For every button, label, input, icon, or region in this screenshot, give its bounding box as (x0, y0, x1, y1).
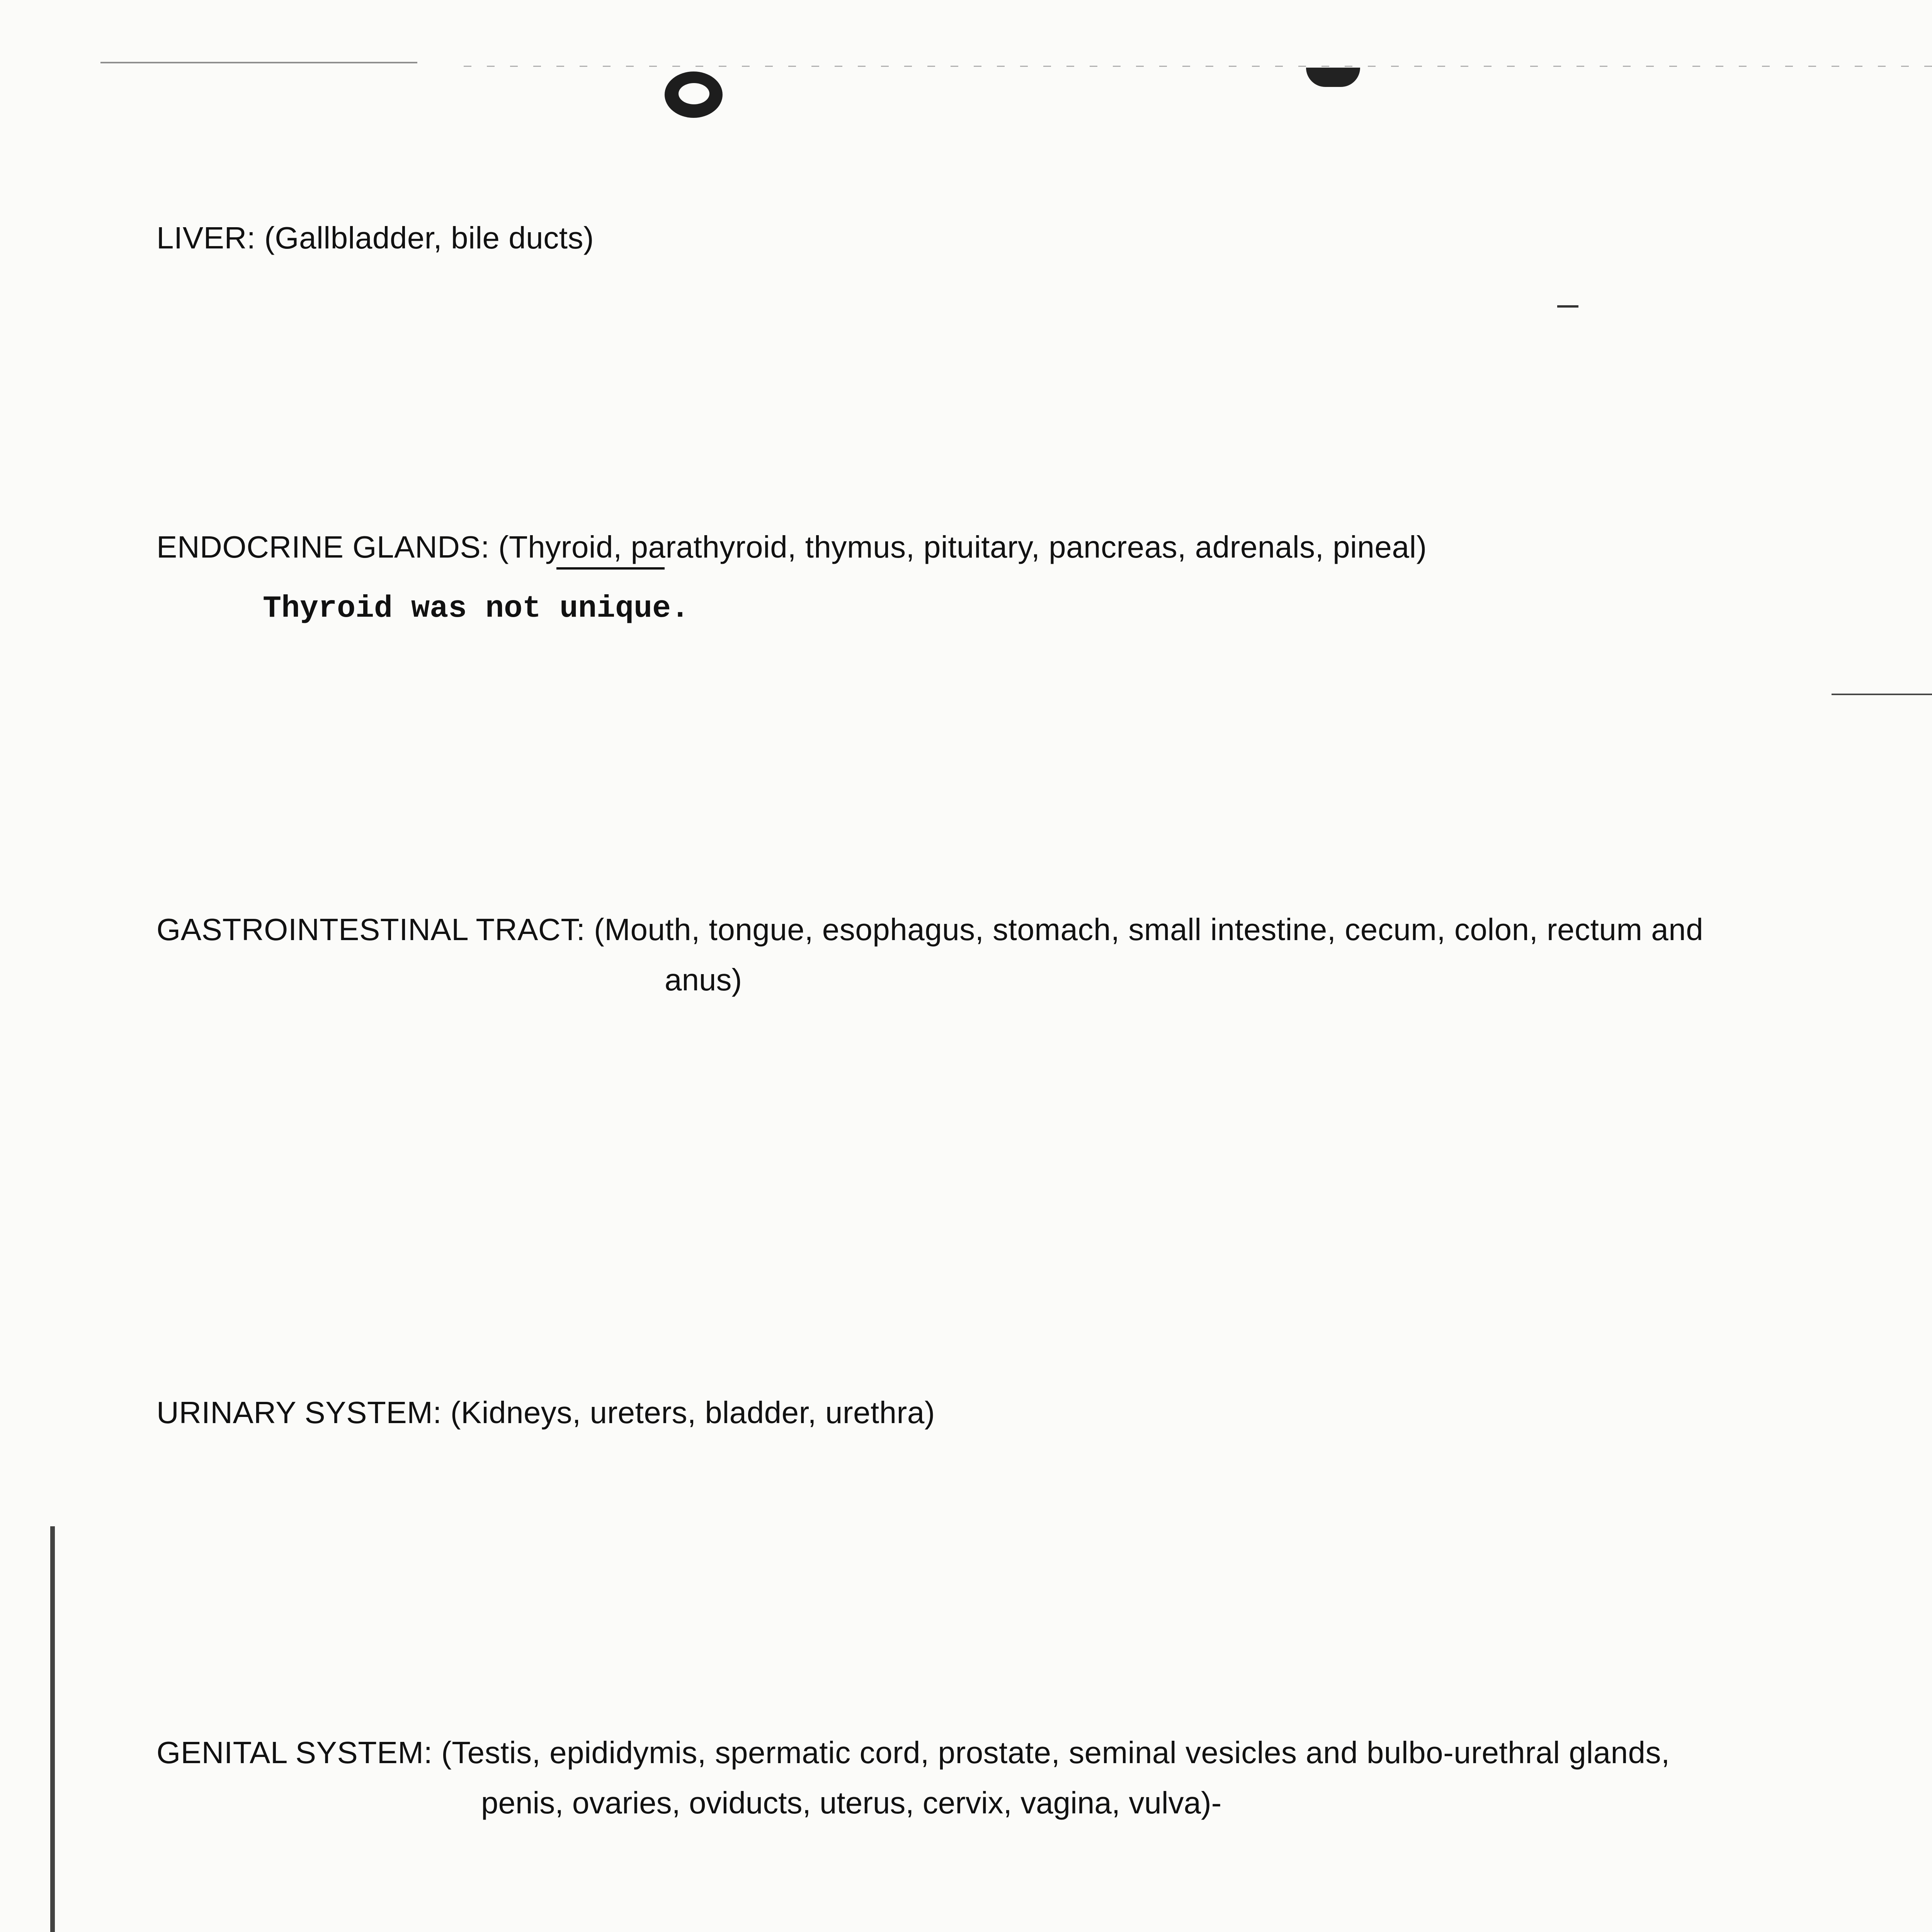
endocrine-heading: ENDOCRINE GLANDS: (Thyroid, parathyroid, thymus, pituitary, pancreas, adrenals, pineal) (156, 530, 1427, 564)
punch-hole-mark (665, 71, 723, 118)
scan-artifact-blob (1306, 68, 1360, 87)
genital-heading: GENITAL SYSTEM: (Testis, epididymis, spermatic cord, prostate, seminal vesicles and bulbo-urethral glands, (156, 1735, 1670, 1770)
scan-artifact-dash (1557, 305, 1578, 308)
endocrine-typed-note: Thyroid was not unique. (263, 591, 690, 626)
gastrointestinal-continuation: anus) (665, 963, 742, 997)
scan-artifact-top-rule (100, 62, 417, 63)
margin-tick-mark (1832, 694, 1932, 695)
urinary-heading: URINARY SYSTEM: (Kidneys, ureters, bladder, urethra) (156, 1395, 935, 1430)
scan-artifact-top-dashes (464, 66, 1932, 67)
scan-artifact-left-edge (50, 1526, 55, 1932)
thyroid-underline (556, 567, 665, 570)
genital-continuation: penis, ovaries, oviducts, uterus, cervix, vagina, vulva)- (481, 1786, 1222, 1820)
liver-heading: LIVER: (Gallbladder, bile ducts) (156, 221, 594, 255)
gastrointestinal-heading: GASTROINTESTINAL TRACT: (Mouth, tongue, esophagus, stomach, small intestine, cecum, colon, rectum and (156, 912, 1704, 947)
